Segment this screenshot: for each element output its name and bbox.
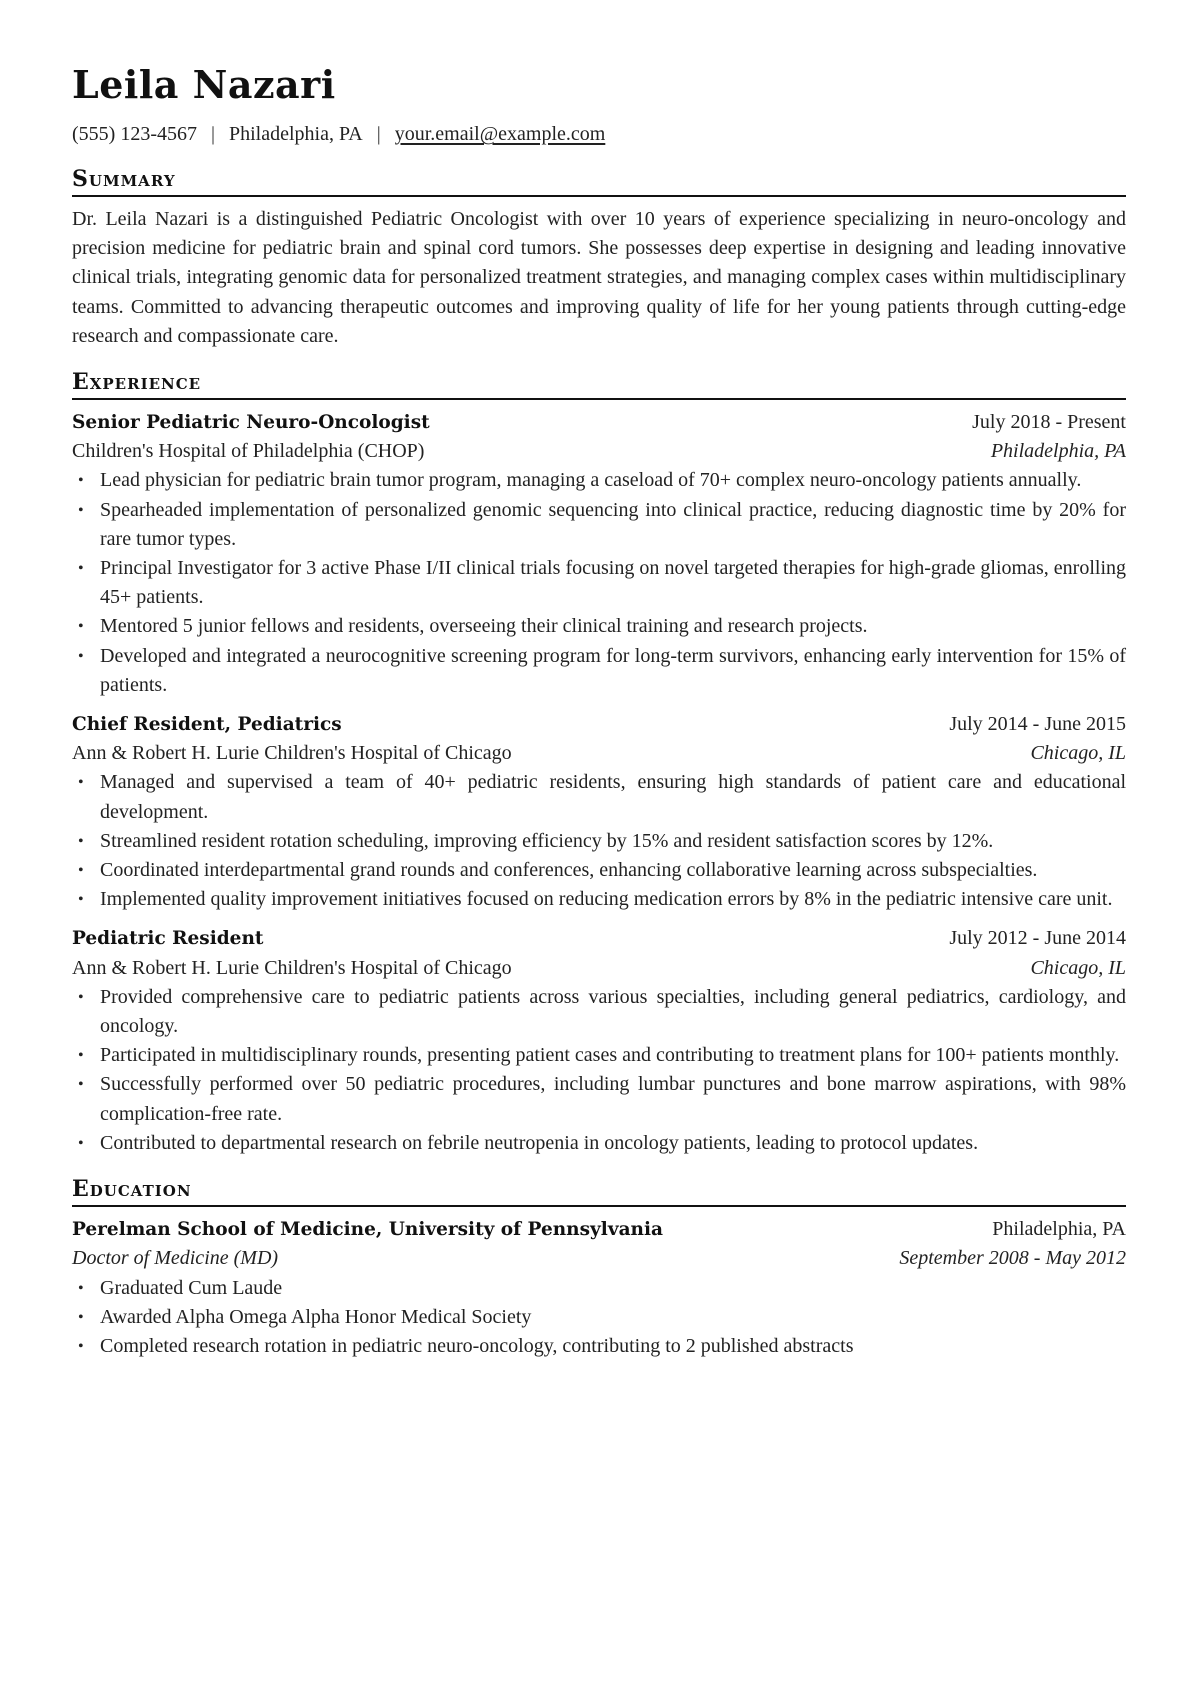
job-location: Chicago, IL xyxy=(1030,742,1126,765)
bullet-item: • Lead physician for pediatric brain tumor program, managing a caseload of 70+ complex neuro-oncology patients annually. xyxy=(72,466,1126,495)
section-heading-education: Education xyxy=(72,1174,1126,1207)
degree-name: Doctor of Medicine (MD) xyxy=(72,1247,279,1270)
job-organization: Ann & Robert H. Lurie Children's Hospital of Chicago xyxy=(72,742,512,765)
contact-location: Philadelphia, PA xyxy=(229,123,363,145)
bullet-item: • Developed and integrated a neurocognitive screening program for long-term survivors, enhancing early intervention for 15% of patients. xyxy=(72,642,1126,700)
school-location: Philadelphia, PA xyxy=(992,1218,1126,1241)
school-name: Perelman School of Medicine, University of Pennsylvania xyxy=(72,1219,664,1241)
bullet-item: • Implemented quality improvement initiatives focused on reducing medication errors by 8% in the pediatric intensive care unit. xyxy=(72,885,1126,914)
job-dates: July 2012 - June 2014 xyxy=(949,927,1126,950)
education-bullets xyxy=(72,1274,1126,1362)
bullet-item: • Principal Investigator for 3 active Phase I/II clinical trials focusing on novel targeted therapies for high-grade gliomas, enrolling 45+ patients. xyxy=(72,554,1126,612)
email-link[interactable]: your.email@example.com xyxy=(394,123,606,145)
contact-line xyxy=(72,120,1126,148)
bullet-item: • Completed research rotation in pediatric neuro-oncology, contributing to 2 published abstracts xyxy=(72,1332,1126,1361)
experience-entry xyxy=(72,408,1126,700)
job-title: Senior Pediatric Neuro-Oncologist xyxy=(72,412,430,434)
job-bullets xyxy=(72,466,1126,700)
bullet-item: • Coordinated interdepartmental grand rounds and conferences, enhancing collaborative learning across subspecialties. xyxy=(72,856,1126,885)
phone-number: (555) 123-4567 xyxy=(72,123,197,145)
education-dates: September 2008 - May 2012 xyxy=(899,1247,1126,1270)
bullet-item: • Successfully performed over 50 pediatric procedures, including lumbar punctures and bone marrow aspirations, with 98% complication-free rate. xyxy=(72,1070,1126,1128)
bullet-item: • Contributed to departmental research on febrile neutropenia in oncology patients, leading to protocol updates. xyxy=(72,1129,1126,1158)
experience-section xyxy=(72,367,1126,1158)
summary-section xyxy=(72,164,1126,351)
bullet-item: • Awarded Alpha Omega Alpha Honor Medical Society xyxy=(72,1303,1126,1332)
job-bullets xyxy=(72,983,1126,1158)
job-organization: Children's Hospital of Philadelphia (CHOP) xyxy=(72,440,425,463)
contact-separator: | xyxy=(376,123,381,145)
bullet-item: • Participated in multidisciplinary rounds, presenting patient cases and contributing to treatment plans for 100+ patients monthly. xyxy=(72,1041,1126,1070)
bullet-item: • Provided comprehensive care to pediatric patients across various specialties, including general pediatrics, cardiology, and oncology. xyxy=(72,983,1126,1041)
bullet-item: • Managed and supervised a team of 40+ pediatric residents, ensuring high standards of patient care and educational development. xyxy=(72,768,1126,826)
education-entry xyxy=(72,1215,1126,1361)
job-dates: July 2018 - Present xyxy=(972,411,1126,434)
job-title: Chief Resident, Pediatrics xyxy=(72,714,342,736)
job-location: Chicago, IL xyxy=(1030,956,1126,979)
bullet-item: • Graduated Cum Laude xyxy=(72,1274,1126,1303)
section-heading-experience: Experience xyxy=(72,367,1126,400)
contact-separator: | xyxy=(210,123,215,145)
candidate-name: Leila Nazari xyxy=(72,62,336,107)
bullet-item: • Mentored 5 junior fellows and residents, overseeing their clinical training and research projects. xyxy=(72,612,1126,641)
job-organization: Ann & Robert H. Lurie Children's Hospital of Chicago xyxy=(72,956,512,979)
experience-entry xyxy=(72,924,1126,1158)
summary-text: Dr. Leila Nazari is a distinguished Pediatric Oncologist with over 10 years of experience specializing in neuro-oncology and precision medicine for pediatric brain and spinal cord tumors. She possesses deep expertise in designing and leading innovative clinical trials, integrating genomic data for personalized treatment strategies, and managing complex cases within multidisciplinary teams. Committed to advancing therapeutic outcomes and improving quality of life for her young patients through cutting-edge research and compassionate care. xyxy=(72,208,1126,347)
job-dates: July 2014 - June 2015 xyxy=(949,713,1126,736)
job-location: Philadelphia, PA xyxy=(990,440,1126,463)
bullet-item: • Spearheaded implementation of personalized genomic sequencing into clinical practice, reducing diagnostic time by 20% for rare tumor types. xyxy=(72,496,1126,554)
bullet-item: • Streamlined resident rotation scheduling, improving efficiency by 15% and resident satisfaction scores by 12%. xyxy=(72,827,1126,856)
experience-entry xyxy=(72,710,1126,914)
job-title: Pediatric Resident xyxy=(72,928,264,950)
section-heading-summary: Summary xyxy=(72,164,1126,197)
job-bullets xyxy=(72,768,1126,914)
education-section xyxy=(72,1174,1126,1361)
